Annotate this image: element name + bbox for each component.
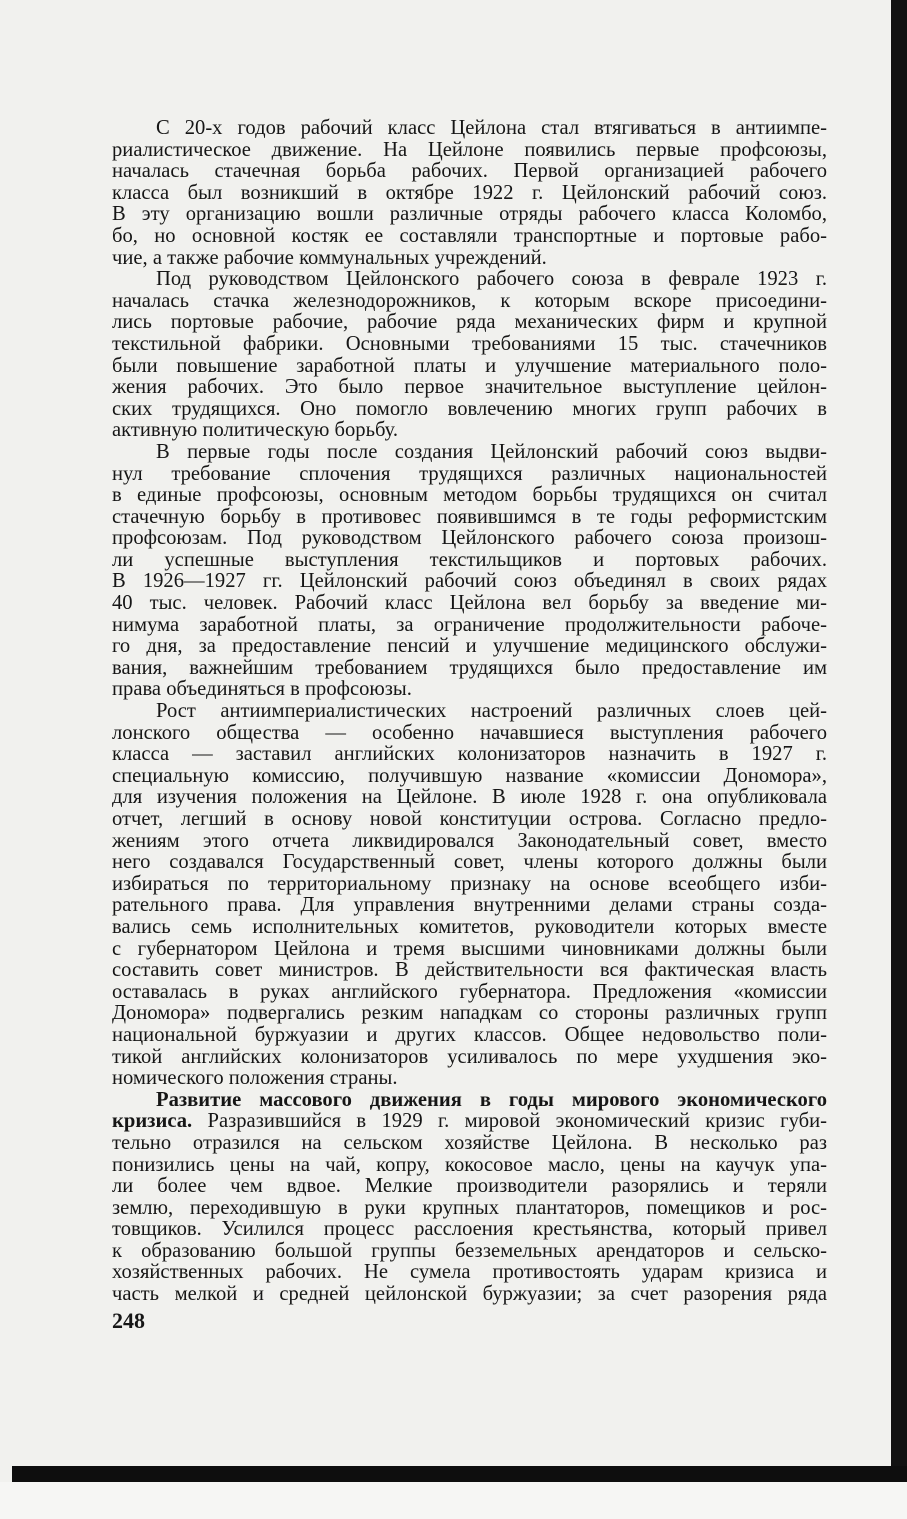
text-line: В эту организацию вошли различные отряды рабочего класса Коломбо, — [112, 203, 827, 226]
section-heading-continuation: кризиса. — [112, 1110, 193, 1133]
text-line: часть мелкой и средней цейлонской буржуазии; за счет разорения ряда — [112, 1283, 827, 1306]
paragraph-2 — [112, 269, 827, 442]
text-line: к образованию большой группы безземельных арендаторов и сельско- — [112, 1239, 827, 1262]
text-line: специальную комиссию, получившую название «комиссии Дономорa», — [112, 764, 827, 787]
text-line: класса был возникший в октябре 1922 г. Цейлонский рабочий союз. — [112, 181, 827, 204]
scan-edge-right — [891, 0, 907, 1480]
text-line: хозяйственных рабочих. Не сумела противостоять ударам кризиса и — [112, 1261, 827, 1284]
text-line: рательного права. Для управления внутренними делами страны созда- — [112, 894, 827, 917]
text-line: В первые годы после создания Цейлонский рабочий союз выдви- — [156, 440, 827, 463]
text-line: номического положения страны. — [112, 1067, 398, 1090]
text-line: нул требование сплочения трудящихся различных национальностей — [112, 462, 827, 485]
text-line: С 20-х годов рабочий класс Цейлона стал втягиваться в антиимпе- — [156, 117, 827, 139]
text-line: жения рабочих. Это было первое значительное выступление цейлон- — [112, 376, 827, 399]
text-line: Под руководством Цейлонского рабочего союза в феврале 1923 г. — [156, 268, 827, 291]
text-line: го дня, за предоставление пенсий и улучшение медицинского обслужи- — [112, 635, 827, 658]
text-line: права объединяться в профсоюзы. — [112, 678, 412, 701]
text-line: ли более чем вдвое. Мелкие производители разорялись и теряли — [112, 1175, 827, 1198]
scan-margin-bottom — [0, 1482, 907, 1519]
text-line: Дономорa» подвергались резким нападкам со стороны различных групп — [112, 1002, 827, 1025]
text-line: ских трудящихся. Оно помогло вовлечению многих групп рабочих в — [112, 397, 827, 420]
text-line: чие, а также рабочие коммунальных учреждений. — [112, 246, 547, 269]
text-line: вания, важнейшим требованием трудящихся было предоставление им — [112, 656, 827, 679]
text-line: В 1926—1927 гг. Цейлонский рабочий союз объединял в своих рядах — [112, 570, 827, 593]
text-line: составить совет министров. В действительности вся фактическая власть — [112, 959, 827, 982]
page-number: 248 — [112, 1308, 145, 1333]
text-line: ли успешные выступления текстильщиков и портовых рабочих. — [112, 548, 827, 571]
paragraph-4 — [112, 701, 827, 1090]
text-line: были повышение заработной платы и улучшение материального поло- — [112, 354, 827, 377]
text-line: началась стачка железнодорожников, к которым вскоре присоедини- — [112, 289, 827, 312]
body-text — [112, 118, 827, 1306]
text-line: лонского общества — особенно начавшиеся выступления рабочего — [112, 721, 827, 744]
text-line: нимума заработной платы, за ограничение продолжительности рабоче- — [112, 613, 827, 636]
text-line: Рост антиимпериалистических настроений различных слоев цей- — [156, 700, 827, 723]
text-line: текстильной фабрики. Основными требованиями 15 тыс. стачечников — [112, 332, 827, 355]
paragraph-3 — [112, 442, 827, 701]
text-line: началась стачечная борьба рабочих. Первой организацией рабочего — [112, 160, 827, 183]
text-line — [112, 1111, 827, 1133]
text-line: лись портовые рабочие, рабочие ряда механических фирм и крупной — [112, 311, 827, 334]
section-heading: Развитие массового движения в годы мирового экономического — [156, 1088, 827, 1111]
text-line: активную политическую борьбу. — [112, 419, 399, 442]
text-line: товщиков. Усилился процесс расслоения крестьянства, который привел — [112, 1218, 827, 1241]
text-line: тельно отразился на сельском хозяйстве Цейлона. В несколько раз — [112, 1131, 827, 1154]
scan-edge-bottom — [12, 1466, 907, 1482]
text-line: землю, переходившую в руки крупных плантаторов, помещиков и рос- — [112, 1196, 827, 1219]
text-line: в единые профсоюзы, основным методом борьбы трудящихся он считал — [112, 484, 827, 507]
text-line: с губернатором Цейлона и тремя высшими чиновниками должны были — [112, 937, 827, 960]
text-line: отчет, легший в основу новой конституции острова. Согласно предло- — [112, 808, 827, 830]
text-line: для изучения положения на Цейлоне. В июле 1928 г. она опубликовала — [112, 786, 827, 809]
text-line: бо, но основной костяк ее составляли транспортные и портовые рабо- — [112, 224, 827, 247]
text-line: 40 тыс. человек. Рабочий класс Цейлона вел борьбу за введение ми- — [112, 592, 827, 615]
text-line: оставалась в руках английского губернатора. Предложения «комиссии — [112, 980, 827, 1003]
text-line: стачечную борьбу в противовес появившимся в те годы реформистским — [112, 505, 827, 528]
text-line: класса — заставил английских колонизаторов назначить в 1927 г. — [112, 743, 827, 766]
text-line: него создавался Государственный совет, члены которого должны были — [112, 851, 827, 874]
text-line: тикой английских колонизаторов усиливалось по мере ухудшения эко- — [112, 1045, 827, 1068]
paragraph-5 — [112, 1090, 827, 1306]
text-line: риалистическое движение. На Цейлоне появились первые профсоюзы, — [112, 138, 827, 161]
text-line: вались семь исполнительных комитетов, руководители которых вместе — [112, 915, 827, 938]
text-line: понизились цены на чай, копру, кокосовое масло, цены на каучук упа- — [112, 1153, 827, 1176]
text-fragment: Разразившийся в 1929 г. мировой экономический кризис губи- — [192, 1110, 827, 1133]
text-line: избираться по территориальному признаку на основе всеобщего изби- — [112, 872, 827, 895]
text-line: профсоюзам. Под руководством Цейлонского рабочего союза произош- — [112, 527, 827, 550]
text-line: национальной буржуазии и других классов. Общее недовольство поли- — [112, 1023, 827, 1046]
paragraph-1 — [112, 118, 827, 269]
text-line: жениям этого отчета ликвидировался Законодательный совет, вместо — [112, 829, 827, 852]
